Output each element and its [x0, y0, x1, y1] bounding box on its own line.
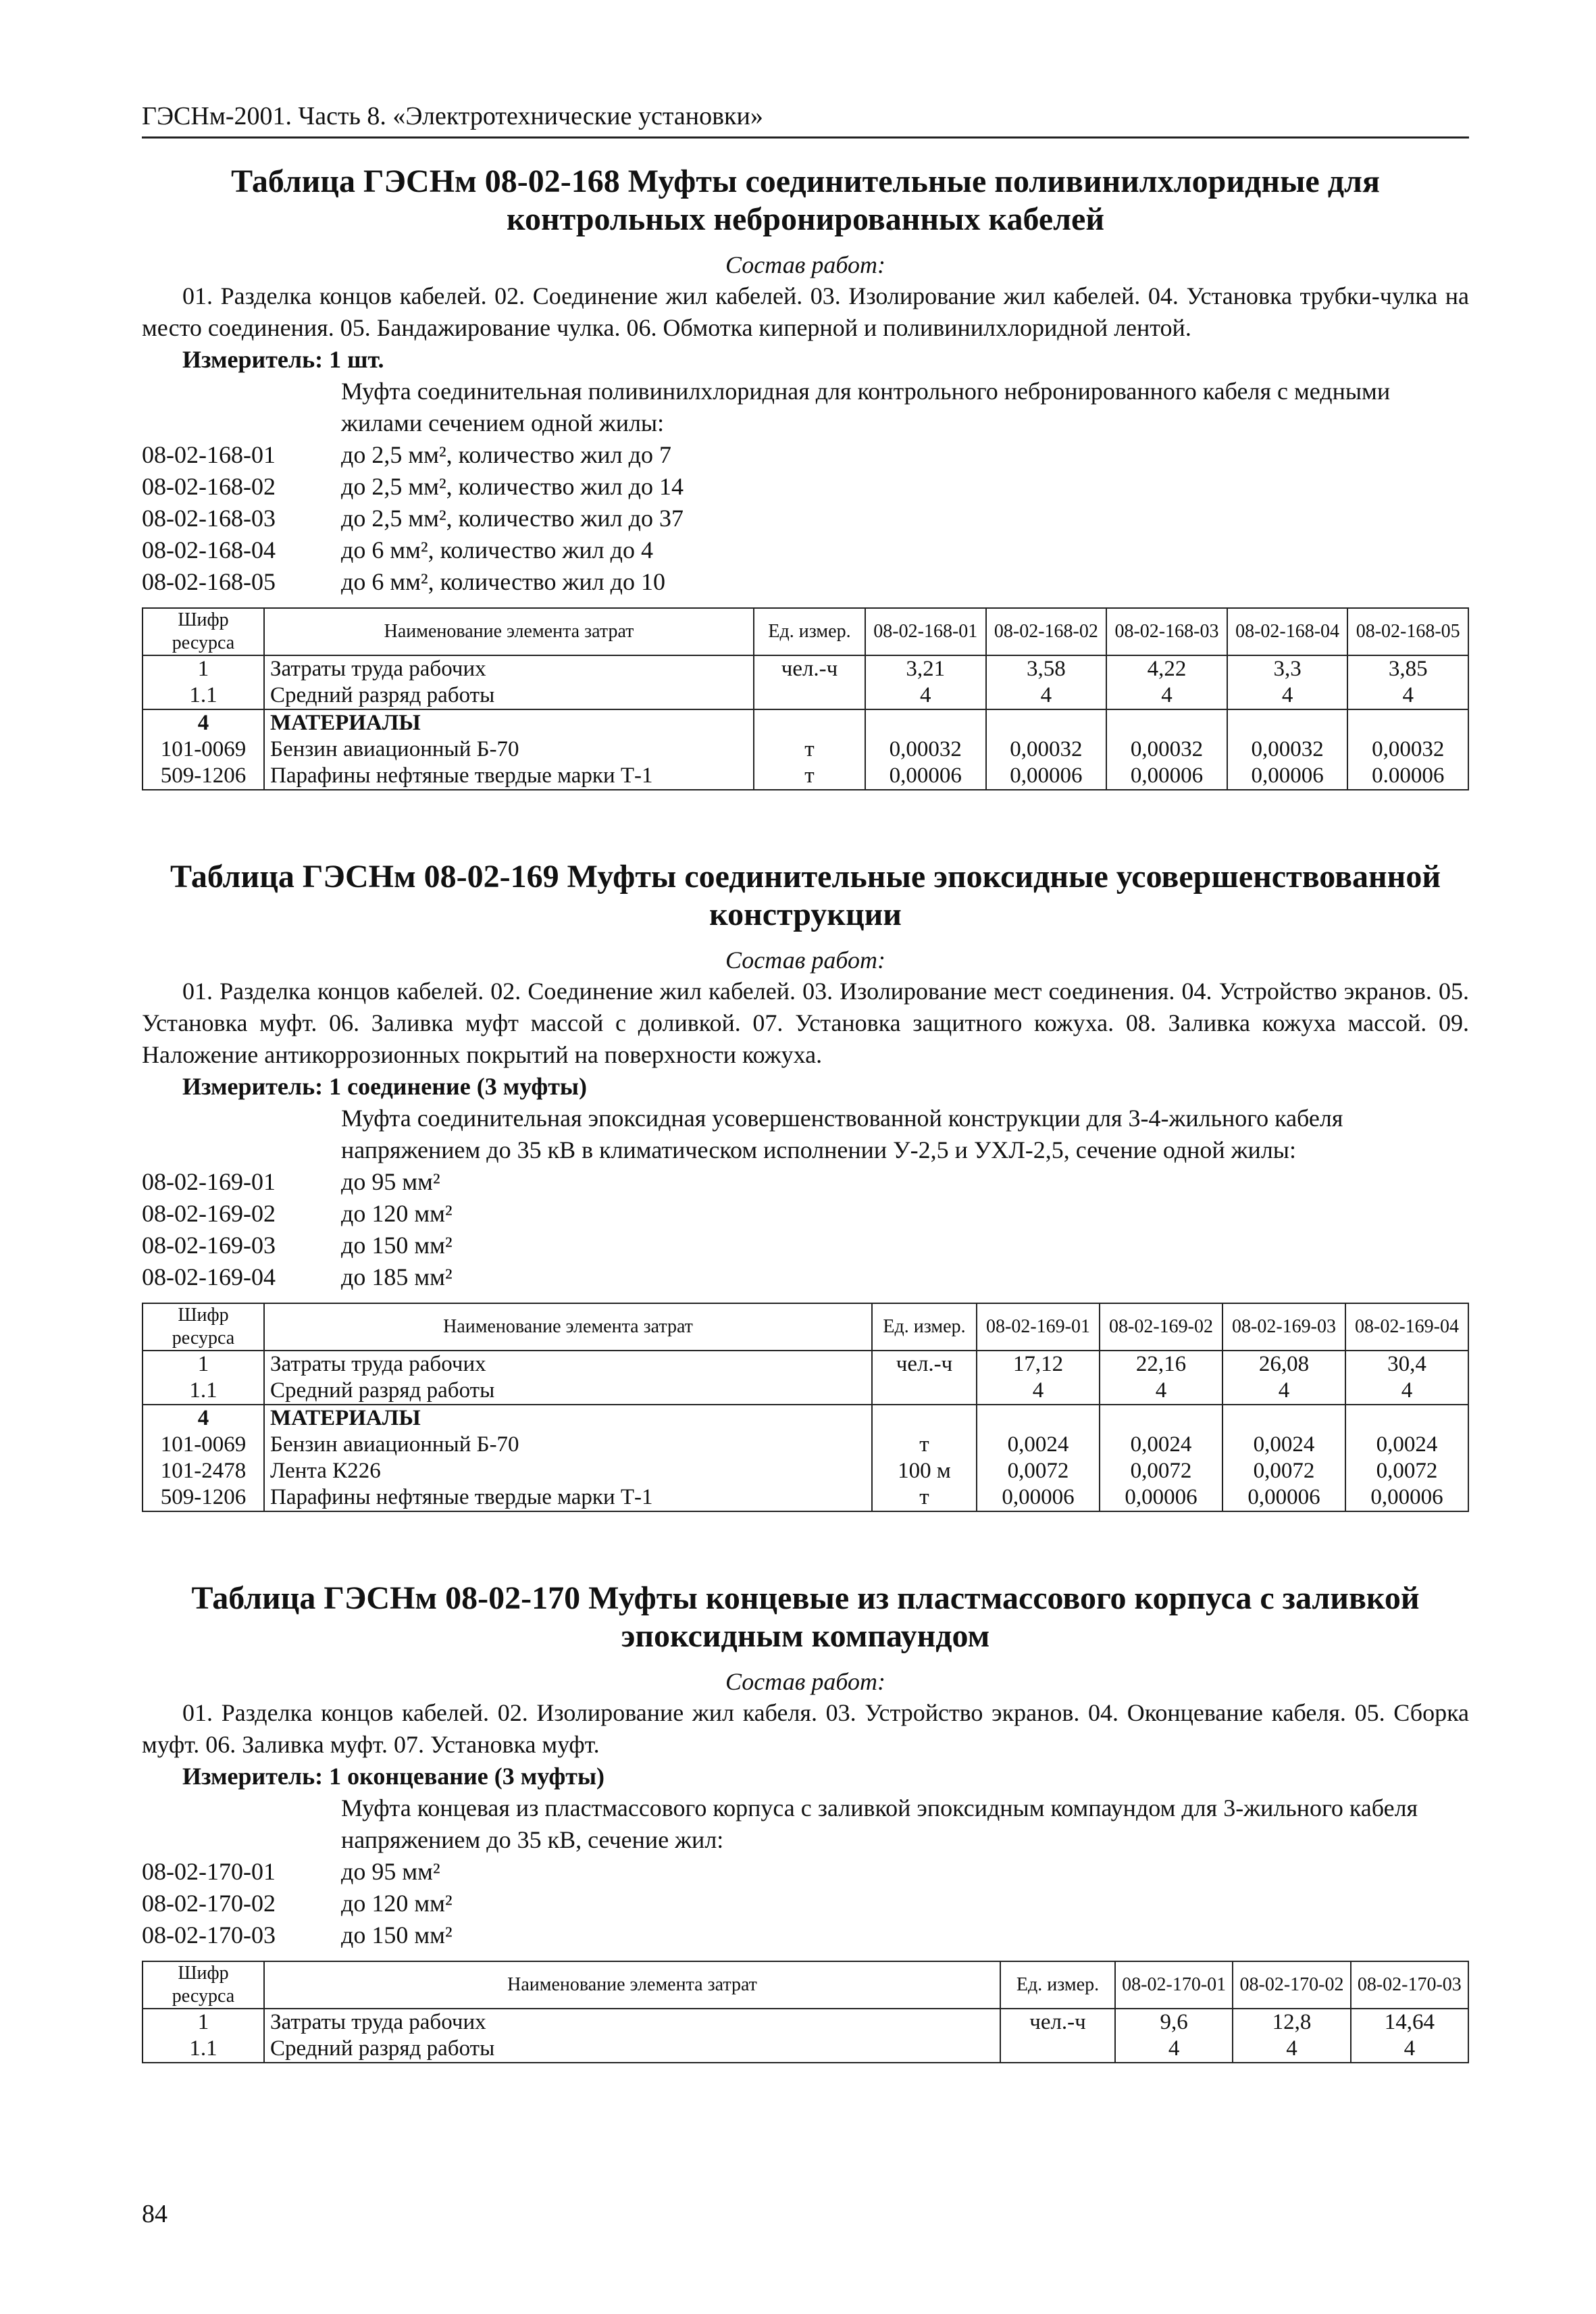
row-value: 3,21 — [865, 655, 986, 682]
header-norm-code: 08-02-168-05 — [1347, 608, 1468, 655]
item-text: до 2,5 мм², количество жил до 14 — [341, 473, 684, 500]
row-unit: т — [872, 1432, 977, 1458]
row-value: 0,00006 — [977, 1484, 1100, 1511]
row-unit — [872, 1405, 977, 1432]
header-norm-code: 08-02-168-03 — [1106, 608, 1227, 655]
row-value: 4 — [1106, 682, 1227, 709]
table-row — [143, 1458, 1468, 1484]
table-header-row — [143, 608, 1468, 655]
list-item — [142, 503, 1469, 534]
norm-table-section — [142, 163, 1469, 858]
list-item — [142, 471, 1469, 503]
table-row — [143, 1432, 1468, 1458]
row-value — [1227, 709, 1348, 736]
row-name: МАТЕРИАЛЫ — [264, 709, 754, 736]
item-code: 08-02-170-01 — [142, 1858, 276, 1885]
list-item — [142, 1261, 1469, 1293]
row-cipher: 1 — [143, 655, 264, 682]
row-name: Бензин авиационный Б-70 — [264, 1432, 872, 1458]
header-cipher: Шифр ресурса — [143, 1303, 264, 1351]
row-unit — [872, 1378, 977, 1405]
row-value: 0.00006 — [1347, 763, 1468, 790]
section-gap — [142, 790, 1469, 858]
cost-table — [142, 1961, 1469, 2063]
row-value: 0,0024 — [1100, 1432, 1222, 1458]
row-cipher: 509-1206 — [143, 1484, 264, 1511]
item-text: до 120 мм² — [341, 1200, 453, 1227]
section-gap — [142, 1512, 1469, 1580]
header-norm-code: 08-02-168-01 — [865, 608, 986, 655]
row-value: 0,00032 — [1106, 736, 1227, 763]
header-norm-code: 08-02-169-03 — [1222, 1303, 1345, 1351]
row-value: 0,0024 — [977, 1432, 1100, 1458]
row-value: 0,0072 — [1345, 1458, 1468, 1484]
item-text: до 95 мм² — [341, 1168, 440, 1195]
row-value: 4 — [1351, 2036, 1468, 2063]
row-value: 0,00032 — [1347, 736, 1468, 763]
header-norm-code: 08-02-169-01 — [977, 1303, 1100, 1351]
header-norm-code: 08-02-168-02 — [986, 608, 1107, 655]
table-row — [143, 682, 1468, 709]
row-value: 4 — [865, 682, 986, 709]
row-value: 3,85 — [1347, 655, 1468, 682]
table-title-line1: Таблица ГЭСНм 08-02-168 Муфты соединительные поливинилхлоридные для — [231, 164, 1380, 199]
table-title-line2: контрольных небронированных кабелей — [506, 201, 1105, 237]
header-norm-code: 08-02-168-04 — [1227, 608, 1348, 655]
measure-value: 1 соединение (3 муфты) — [329, 1073, 588, 1100]
header-norm-code: 08-02-169-02 — [1100, 1303, 1222, 1351]
row-unit: чел.-ч — [1000, 2009, 1115, 2036]
item-text: до 120 мм² — [341, 1890, 453, 1917]
row-cipher: 101-0069 — [143, 1432, 264, 1458]
cost-table — [142, 607, 1469, 790]
row-value: 3,58 — [986, 655, 1107, 682]
table-header-row — [143, 1303, 1468, 1351]
row-value — [1100, 1405, 1222, 1432]
item-code: 08-02-168-03 — [142, 505, 276, 532]
header-name: Наименование элемента затрат — [264, 608, 754, 655]
row-name: Средний разряд работы — [264, 1378, 872, 1405]
item-code: 08-02-169-03 — [142, 1232, 276, 1259]
row-value: 0,00006 — [865, 763, 986, 790]
list-item — [142, 1230, 1469, 1261]
header-unit: Ед. измер. — [754, 608, 865, 655]
list-item — [142, 1919, 1469, 1951]
row-name: Парафины нефтяные твердые марки Т-1 — [264, 1484, 872, 1511]
row-value: 0,00006 — [1222, 1484, 1345, 1511]
header-unit: Ед. измер. — [1000, 1961, 1115, 2009]
row-value: 30,4 — [1345, 1351, 1468, 1378]
work-composition-heading: Состав работ: — [725, 1668, 885, 1695]
row-name: Затраты труда рабочих — [264, 1351, 872, 1378]
table-header-row — [143, 1961, 1468, 2009]
row-cipher: 1.1 — [143, 1378, 264, 1405]
table-title — [142, 1580, 1469, 1655]
row-value — [1347, 709, 1468, 736]
work-composition-heading: Состав работ: — [725, 251, 885, 278]
row-value: 0,0072 — [1222, 1458, 1345, 1484]
row-value: 4 — [1233, 2036, 1350, 2063]
row-value: 12,8 — [1233, 2009, 1350, 2036]
page-number: 84 — [142, 2200, 168, 2228]
item-text: до 150 мм² — [341, 1921, 453, 1948]
row-value: 17,12 — [977, 1351, 1100, 1378]
item-text: до 150 мм² — [341, 1232, 453, 1259]
measure-label: Измеритель: — [182, 346, 324, 373]
row-value: 22,16 — [1100, 1351, 1222, 1378]
row-value: 0,00006 — [986, 763, 1107, 790]
table-title-line2: эпоксидным компаундом — [621, 1618, 990, 1654]
table-title — [142, 163, 1469, 238]
work-composition-text: 01. Разделка концов кабелей. 02. Соединение жил кабелей. 03. Изолирование жил кабелей. 04. Установка трубки-чулка на место соединения. 05. Бандажирование чулка. 06. Обмотка киперной и поливинилхлоридной лентой. — [142, 282, 1469, 341]
row-unit: т — [754, 763, 865, 790]
norm-table-section — [142, 1580, 1469, 2063]
row-unit: т — [754, 736, 865, 763]
item-code: 08-02-168-02 — [142, 473, 276, 500]
row-cipher: 1 — [143, 2009, 264, 2036]
measure-value: 1 шт. — [329, 346, 384, 373]
item-code: 08-02-168-05 — [142, 568, 276, 595]
row-unit: чел.-ч — [754, 655, 865, 682]
list-item — [142, 439, 1469, 471]
header-norm-code: 08-02-169-04 — [1345, 1303, 1468, 1351]
tables-root — [142, 163, 1469, 2063]
row-value: 4 — [1227, 682, 1348, 709]
row-cipher: 509-1206 — [143, 763, 264, 790]
header-name: Наименование элемента затрат — [264, 1303, 872, 1351]
row-value: 0,00006 — [1345, 1484, 1468, 1511]
row-value: 4 — [986, 682, 1107, 709]
row-value: 4 — [1222, 1378, 1345, 1405]
row-cipher: 4 — [143, 1405, 264, 1432]
item-code: 08-02-169-02 — [142, 1200, 276, 1227]
list-item — [142, 566, 1469, 598]
table-row — [143, 655, 1468, 682]
row-value — [977, 1405, 1100, 1432]
document-page — [142, 101, 1469, 2063]
item-text: до 95 мм² — [341, 1858, 440, 1885]
measure-label: Измеритель: — [182, 1073, 324, 1100]
row-name: Парафины нефтяные твердые марки Т-1 — [264, 763, 754, 790]
item-text: до 6 мм², количество жил до 10 — [341, 568, 665, 595]
row-value: 0,00032 — [865, 736, 986, 763]
item-code: 08-02-170-02 — [142, 1890, 276, 1917]
row-cipher: 1.1 — [143, 2036, 264, 2063]
row-unit — [1000, 2036, 1115, 2063]
row-unit: 100 м — [872, 1458, 977, 1484]
header-cipher: Шифр ресурса — [143, 608, 264, 655]
table-row — [143, 1405, 1468, 1432]
row-value: 3,3 — [1227, 655, 1348, 682]
row-value: 0,00032 — [1227, 736, 1348, 763]
item-list — [142, 1856, 1469, 1951]
row-value: 0,0024 — [1345, 1432, 1468, 1458]
table-row — [143, 2009, 1468, 2036]
row-cipher: 101-2478 — [143, 1458, 264, 1484]
list-item — [142, 1198, 1469, 1230]
item-description: Муфта концевая из пластмассового корпуса с заливкой эпоксидным компаундом для 3-жильного кабеля напряжением до 35 кВ, сечение жил: — [341, 1794, 1418, 1853]
row-unit: т — [872, 1484, 977, 1511]
work-composition-text: 01. Разделка концов кабелей. 02. Соединение жил кабелей. 03. Изолирование мест соединения. 04. Устройство экранов. 05. Установка муфт. 06. Заливка муфт массой с доливкой. 07. Установка защитного кожуха. 08. Заливка кожуха массой. 09. Наложение антикоррозионных покрытий на поверхности кожуха. — [142, 978, 1469, 1068]
item-description: Муфта соединительная поливинилхлоридная для контрольного небронированного кабеля с медными жилами сечением одной жилы: — [341, 378, 1391, 436]
work-composition-heading: Состав работ: — [725, 947, 885, 974]
table-row — [143, 709, 1468, 736]
row-value: 4 — [1347, 682, 1468, 709]
table-title-line1: Таблица ГЭСНм 08-02-169 Муфты соединительные эпоксидные усовершенствованной — [170, 859, 1441, 895]
item-list — [142, 439, 1469, 598]
table-row — [143, 736, 1468, 763]
measure-value: 1 оконцевание (3 муфты) — [329, 1763, 605, 1790]
table-row — [143, 1378, 1468, 1405]
header-name: Наименование элемента затрат — [264, 1961, 1000, 2009]
row-name: Средний разряд работы — [264, 2036, 1000, 2063]
row-value — [1106, 709, 1227, 736]
row-unit — [754, 682, 865, 709]
item-text: до 2,5 мм², количество жил до 7 — [341, 441, 671, 468]
row-value — [1345, 1405, 1468, 1432]
item-code: 08-02-170-03 — [142, 1921, 276, 1948]
row-cipher: 4 — [143, 709, 264, 736]
table-row — [143, 763, 1468, 790]
row-value — [1222, 1405, 1345, 1432]
list-item — [142, 1856, 1469, 1888]
row-value: 0,0072 — [1100, 1458, 1222, 1484]
table-row — [143, 2036, 1468, 2063]
row-value: 0,00006 — [1227, 763, 1348, 790]
item-text: до 185 мм² — [341, 1263, 453, 1290]
header-cipher: Шифр ресурса — [143, 1961, 264, 2009]
row-cipher: 1 — [143, 1351, 264, 1378]
running-header: ГЭСНм-2001. Часть 8. «Электротехнические установки» — [142, 101, 1469, 139]
item-list — [142, 1166, 1469, 1293]
measure-line — [182, 1071, 1469, 1103]
row-value: 0,0072 — [977, 1458, 1100, 1484]
row-value: 4,22 — [1106, 655, 1227, 682]
item-code: 08-02-169-04 — [142, 1263, 276, 1290]
row-value: 14,64 — [1351, 2009, 1468, 2036]
row-value — [986, 709, 1107, 736]
item-description: Муфта соединительная эпоксидная усовершенствованной конструкции для 3-4-жильного кабеля напряжением до 35 кВ в климатическом исполнении У-2,5 и УХЛ-2,5, сечение одной жилы: — [341, 1105, 1343, 1163]
measure-label: Измеритель: — [182, 1763, 324, 1790]
row-value: 0,00006 — [1100, 1484, 1222, 1511]
table-title-line2: конструкции — [709, 897, 902, 932]
item-code: 08-02-169-01 — [142, 1168, 276, 1195]
row-cipher: 101-0069 — [143, 736, 264, 763]
header-norm-code: 08-02-170-01 — [1115, 1961, 1233, 2009]
header-unit: Ед. измер. — [872, 1303, 977, 1351]
item-text: до 2,5 мм², количество жил до 37 — [341, 505, 684, 532]
item-text: до 6 мм², количество жил до 4 — [341, 536, 653, 563]
measure-line — [182, 344, 1469, 376]
row-value — [865, 709, 986, 736]
list-item — [142, 534, 1469, 566]
table-title-line1: Таблица ГЭСНм 08-02-170 Муфты концевые из пластмассового корпуса с заливкой — [191, 1580, 1420, 1616]
row-name: МАТЕРИАЛЫ — [264, 1405, 872, 1432]
cost-table — [142, 1303, 1469, 1512]
item-code: 08-02-168-01 — [142, 441, 276, 468]
row-unit — [754, 709, 865, 736]
row-unit: чел.-ч — [872, 1351, 977, 1378]
work-composition-text: 01. Разделка концов кабелей. 02. Изолирование жил кабеля. 03. Устройство экранов. 04. Оконцевание кабеля. 05. Сборка муфт. 06. Заливка муфт. 07. Установка муфт. — [142, 1699, 1469, 1758]
row-name: Затраты труда рабочих — [264, 655, 754, 682]
row-value: 4 — [1345, 1378, 1468, 1405]
row-cipher: 1.1 — [143, 682, 264, 709]
norm-table-section — [142, 858, 1469, 1580]
row-name: Бензин авиационный Б-70 — [264, 736, 754, 763]
header-norm-code: 08-02-170-02 — [1233, 1961, 1350, 2009]
row-value: 26,08 — [1222, 1351, 1345, 1378]
table-row — [143, 1484, 1468, 1511]
table-title — [142, 858, 1469, 934]
row-value: 4 — [977, 1378, 1100, 1405]
table-row — [143, 1351, 1468, 1378]
row-value: 4 — [1115, 2036, 1233, 2063]
item-code: 08-02-168-04 — [142, 536, 276, 563]
row-value: 0,00032 — [986, 736, 1107, 763]
row-name: Лента К226 — [264, 1458, 872, 1484]
row-name: Средний разряд работы — [264, 682, 754, 709]
row-value: 4 — [1100, 1378, 1222, 1405]
list-item — [142, 1166, 1469, 1198]
header-norm-code: 08-02-170-03 — [1351, 1961, 1468, 2009]
row-value: 0,0024 — [1222, 1432, 1345, 1458]
list-item — [142, 1888, 1469, 1919]
row-value: 0,00006 — [1106, 763, 1227, 790]
measure-line — [182, 1761, 1469, 1792]
row-value: 9,6 — [1115, 2009, 1233, 2036]
row-name: Затраты труда рабочих — [264, 2009, 1000, 2036]
